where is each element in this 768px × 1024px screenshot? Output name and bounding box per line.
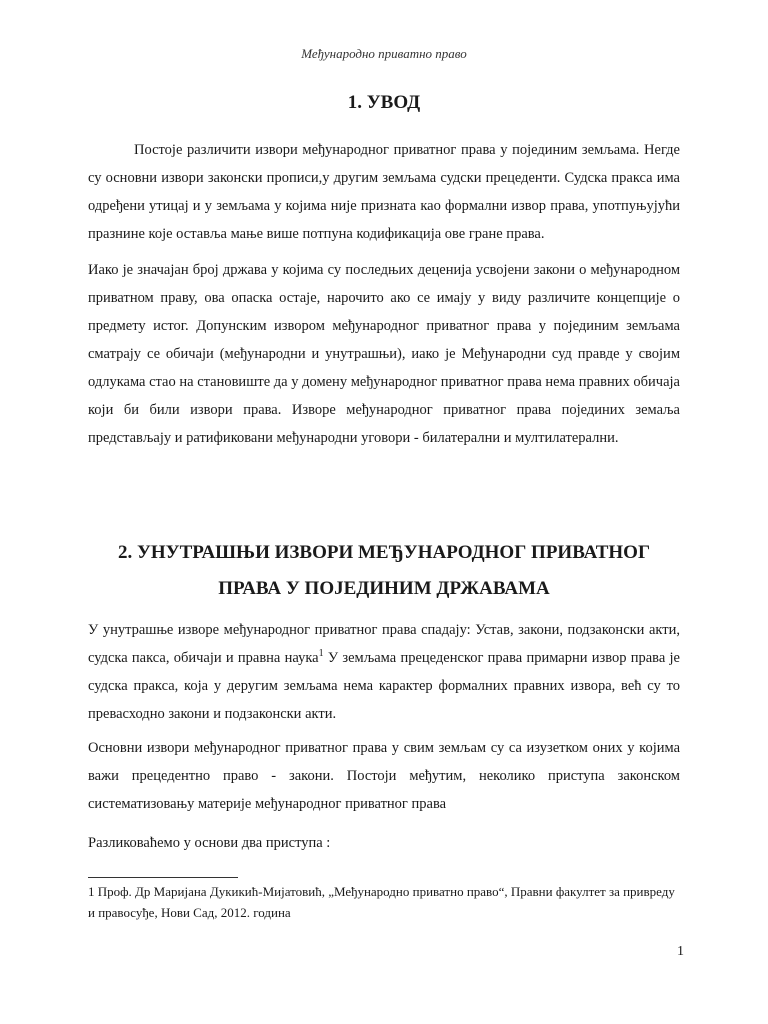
page-number: 1 xyxy=(677,944,684,959)
section-1-paragraph-1: Постоје различити извори међународног приватног права у појединим земљама. Негде су основни извори законски прописи,у другим земљама судски прецеденти. Судска пракса има одређени утицај и у земљама у којима није призната као формални извор права, употпуњујући празнине које оставља мање више потпуна кодификација ове гране права. xyxy=(88,142,680,242)
section-2-paragraph-1-text-b: У земљама прецеденског права примарни извор права је судска пракса, која у деругим земљама нема карактер формалних правних извора, већ су то превасходно закони и подзаконски акти. xyxy=(88,650,680,722)
footnote-reference[interactable]: 1 xyxy=(318,648,324,660)
section-1-heading: 1. УВОД xyxy=(347,92,421,113)
section-2-paragraph-3: Разликоваћемо у основи два приступа : xyxy=(88,835,331,851)
running-header: Међународно приватно право xyxy=(301,46,467,61)
section-2-paragraph-2: Основни извори међународног приватног права у свим земљам су са изузетком оних у којима важи прецедентно право - закони. Постоји међутим, неколико приступа законском систематизовању материје међународног приватног права xyxy=(88,740,680,812)
section-2-paragraph-1-text-a: У унутрашње изворе међународног приватног права спадају: Устав, закони, подзаконски акти, судска пакса, обичаји и правна наука xyxy=(88,622,680,666)
section-1-paragraph-2: Иако је значајан број држава у којима су последњих деценија усвојени закони о међународном приватном праву, ова опаска остаје, нарочито ако се имају у виду различите концепције о предмету истог. Допунским извором међународног приватног права у појединим земљама сматрају се обичаји (међународни и унутрашњи), иако је Међународни суд правде у својим одлукама стао на становиште да у домену међународног приватног права нема правних обичаја који би били извори права. Изворе међународног приватног права појединих земаља представљају и ратификовани међународни уговори - билатерални и мултилатерални. xyxy=(88,262,680,446)
footnote-text: 1 Проф. Др Маријана Дукикић-Мијатовић, „Међународно приватно право“, Правни факултет за привреду и правосуђе, Нови Сад, 2012. година xyxy=(88,884,675,920)
section-2-paragraph-1 xyxy=(88,616,680,728)
footnote-separator xyxy=(88,877,238,878)
section-2-heading: 2. УНУТРАШЊИ ИЗВОРИ МЕЂУНАРОДНОГ ПРИВАТНОГ ПРАВА У ПОЈЕДИНИМ ДРЖАВАМА xyxy=(117,542,651,599)
